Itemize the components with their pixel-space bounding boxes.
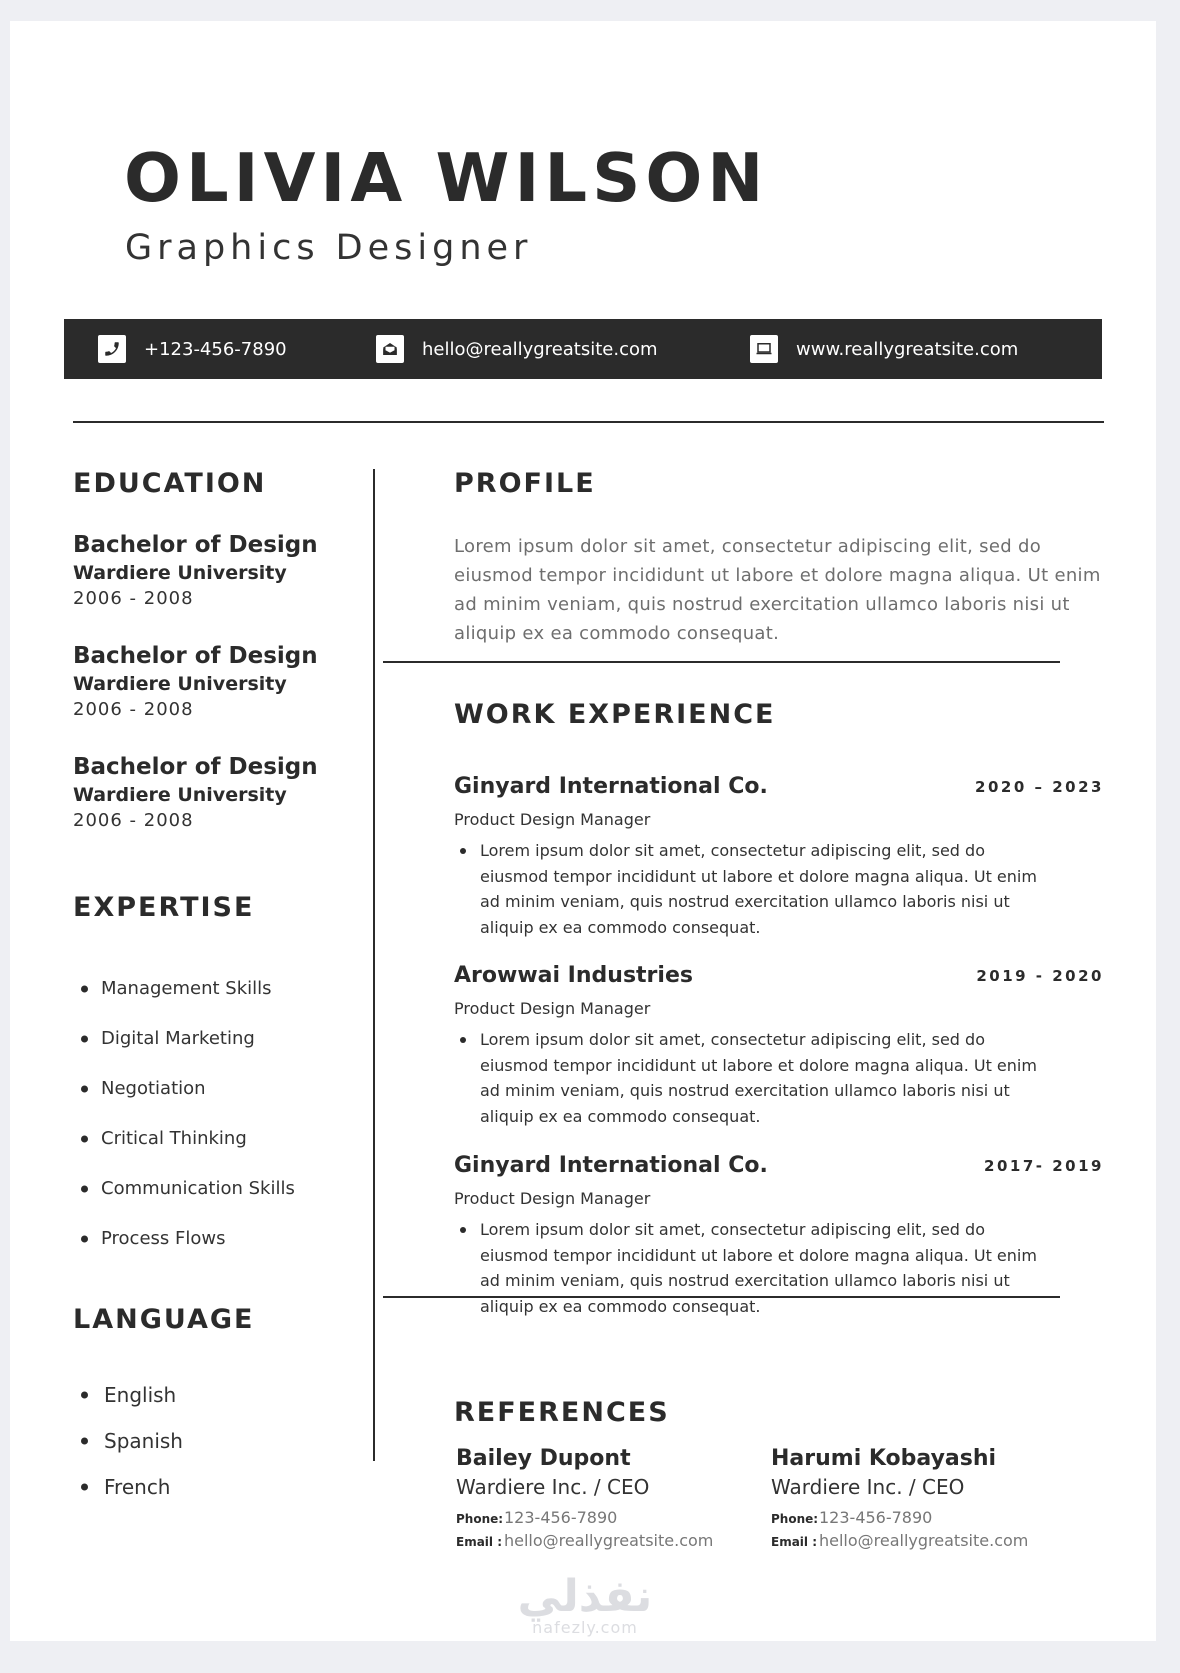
language-heading: LANGUAGE — [73, 1304, 255, 1335]
phone-label: Phone: — [771, 1512, 819, 1526]
education-school: Wardiere University — [73, 673, 287, 695]
job-description: Lorem ipsum dolor sit amet, consectetur adipiscing elit, sed do eiusmod tempor incididunt ut labore et dolore magna aliqua. Ut enim ad minim veniam, quis nostrud exercitation ullamco laboris nisi ut aliquip ex ea commodo consequat. — [454, 1217, 1044, 1319]
reference-email-value[interactable]: hello@reallygreatsite.com — [504, 1531, 714, 1550]
education-entry — [73, 752, 373, 834]
job-company: Ginyard International Co. — [454, 774, 768, 799]
education-school: Wardiere University — [73, 562, 287, 584]
job-years: 2020 – 2023 — [975, 778, 1104, 796]
job-description: Lorem ipsum dolor sit amet, consectetur adipiscing elit, sed do eiusmod tempor incididunt ut labore et dolore magna aliqua. Ut enim ad minim veniam, quis nostrud exercitation ullamco laboris nisi ut aliquip ex ea commodo consequat. — [454, 1027, 1044, 1129]
education-years: 2006 - 2008 — [73, 810, 194, 831]
resume-page — [10, 21, 1156, 1641]
reference-email — [456, 1530, 756, 1553]
reference-phone — [456, 1507, 756, 1530]
expertise-item: Digital Marketing — [73, 1014, 295, 1064]
profile-text: Lorem ipsum dolor sit amet, consectetur adipiscing elit, sed do eiusmod tempor incididunt ut labore et dolore magna aliqua. Ut enim ad minim veniam, quis nostrud exercitation ullamco laboris nisi ut aliquip ex ea commodo consequat. — [454, 536, 1101, 644]
expertise-item: Negotiation — [73, 1064, 295, 1114]
phone-icon — [98, 335, 126, 363]
contact-website[interactable] — [750, 334, 1018, 364]
language-item: French — [73, 1464, 183, 1510]
contact-phone[interactable] — [98, 334, 287, 364]
job-role: Product Design Manager — [454, 1189, 651, 1208]
profile-heading: PROFILE — [454, 468, 596, 499]
language-item: English — [73, 1372, 183, 1418]
expertise-item: Critical Thinking — [73, 1114, 295, 1164]
job-company: Arowwai Industries — [454, 963, 693, 988]
watermark — [500, 1571, 670, 1637]
website-text: www.reallygreatsite.com — [796, 338, 1019, 360]
reference-email — [771, 1530, 1071, 1553]
job-description: Lorem ipsum dolor sit amet, consectetur adipiscing elit, sed do eiusmod tempor incididunt ut labore et dolore magna aliqua. Ut enim ad minim veniam, quis nostrud exercitation ullamco laboris nisi ut aliquip ex ea commodo consequat. — [454, 838, 1044, 940]
reference-email-value[interactable]: hello@reallygreatsite.com — [819, 1531, 1029, 1550]
job-years: 2019 - 2020 — [976, 967, 1104, 985]
language-item: Spanish — [73, 1418, 183, 1464]
education-degree: Bachelor of Design — [73, 754, 318, 780]
education-entry — [73, 530, 373, 612]
header-divider — [73, 421, 1104, 423]
laptop-icon — [750, 335, 778, 363]
watermark-arabic: نفذلي — [517, 1571, 653, 1622]
email-text: hello@reallygreatsite.com — [422, 338, 658, 360]
profile-divider — [383, 661, 1060, 663]
job-years: 2017- 2019 — [984, 1157, 1104, 1175]
reference-phone-value: 123-456-7890 — [504, 1508, 618, 1527]
phone-text: +123-456-7890 — [144, 338, 287, 360]
candidate-name: OLIVIA WILSON — [124, 139, 769, 217]
expertise-item: Management Skills — [73, 964, 295, 1014]
email-label: Email : — [771, 1535, 818, 1549]
candidate-title: Graphics Designer — [125, 228, 533, 268]
references-heading: REFERENCES — [454, 1397, 670, 1428]
reference-company: Wardiere Inc. / CEO — [771, 1475, 965, 1499]
reference-name: Harumi Kobayashi — [771, 1446, 997, 1471]
education-degree: Bachelor of Design — [73, 643, 318, 669]
education-school: Wardiere University — [73, 784, 287, 806]
education-years: 2006 - 2008 — [73, 699, 194, 720]
reference-card — [771, 1445, 1071, 1553]
column-divider — [373, 469, 375, 1461]
contact-bar — [64, 319, 1102, 379]
watermark-latin: nafezly.com — [532, 1618, 638, 1637]
education-heading: EDUCATION — [73, 468, 267, 499]
email-icon — [376, 335, 404, 363]
reference-company: Wardiere Inc. / CEO — [456, 1475, 650, 1499]
expertise-heading: EXPERTISE — [73, 892, 255, 923]
education-years: 2006 - 2008 — [73, 588, 194, 609]
job-entry — [454, 963, 1104, 1129]
job-entry — [454, 774, 1104, 940]
education-degree: Bachelor of Design — [73, 532, 318, 558]
job-entry — [454, 1153, 1104, 1319]
expertise-list — [73, 964, 295, 1264]
reference-phone-value: 123-456-7890 — [819, 1508, 933, 1527]
contact-email[interactable] — [376, 334, 658, 364]
work-heading: WORK EXPERIENCE — [454, 699, 776, 730]
job-role: Product Design Manager — [454, 810, 651, 829]
language-list — [73, 1372, 183, 1510]
phone-label: Phone: — [456, 1512, 504, 1526]
job-company: Ginyard International Co. — [454, 1153, 768, 1178]
education-entry — [73, 641, 373, 723]
expertise-item: Communication Skills — [73, 1164, 295, 1214]
reference-phone — [771, 1507, 1071, 1530]
job-role: Product Design Manager — [454, 999, 651, 1018]
reference-name: Bailey Dupont — [456, 1446, 631, 1471]
expertise-item: Process Flows — [73, 1214, 295, 1264]
email-label: Email : — [456, 1535, 503, 1549]
reference-card — [456, 1445, 756, 1553]
